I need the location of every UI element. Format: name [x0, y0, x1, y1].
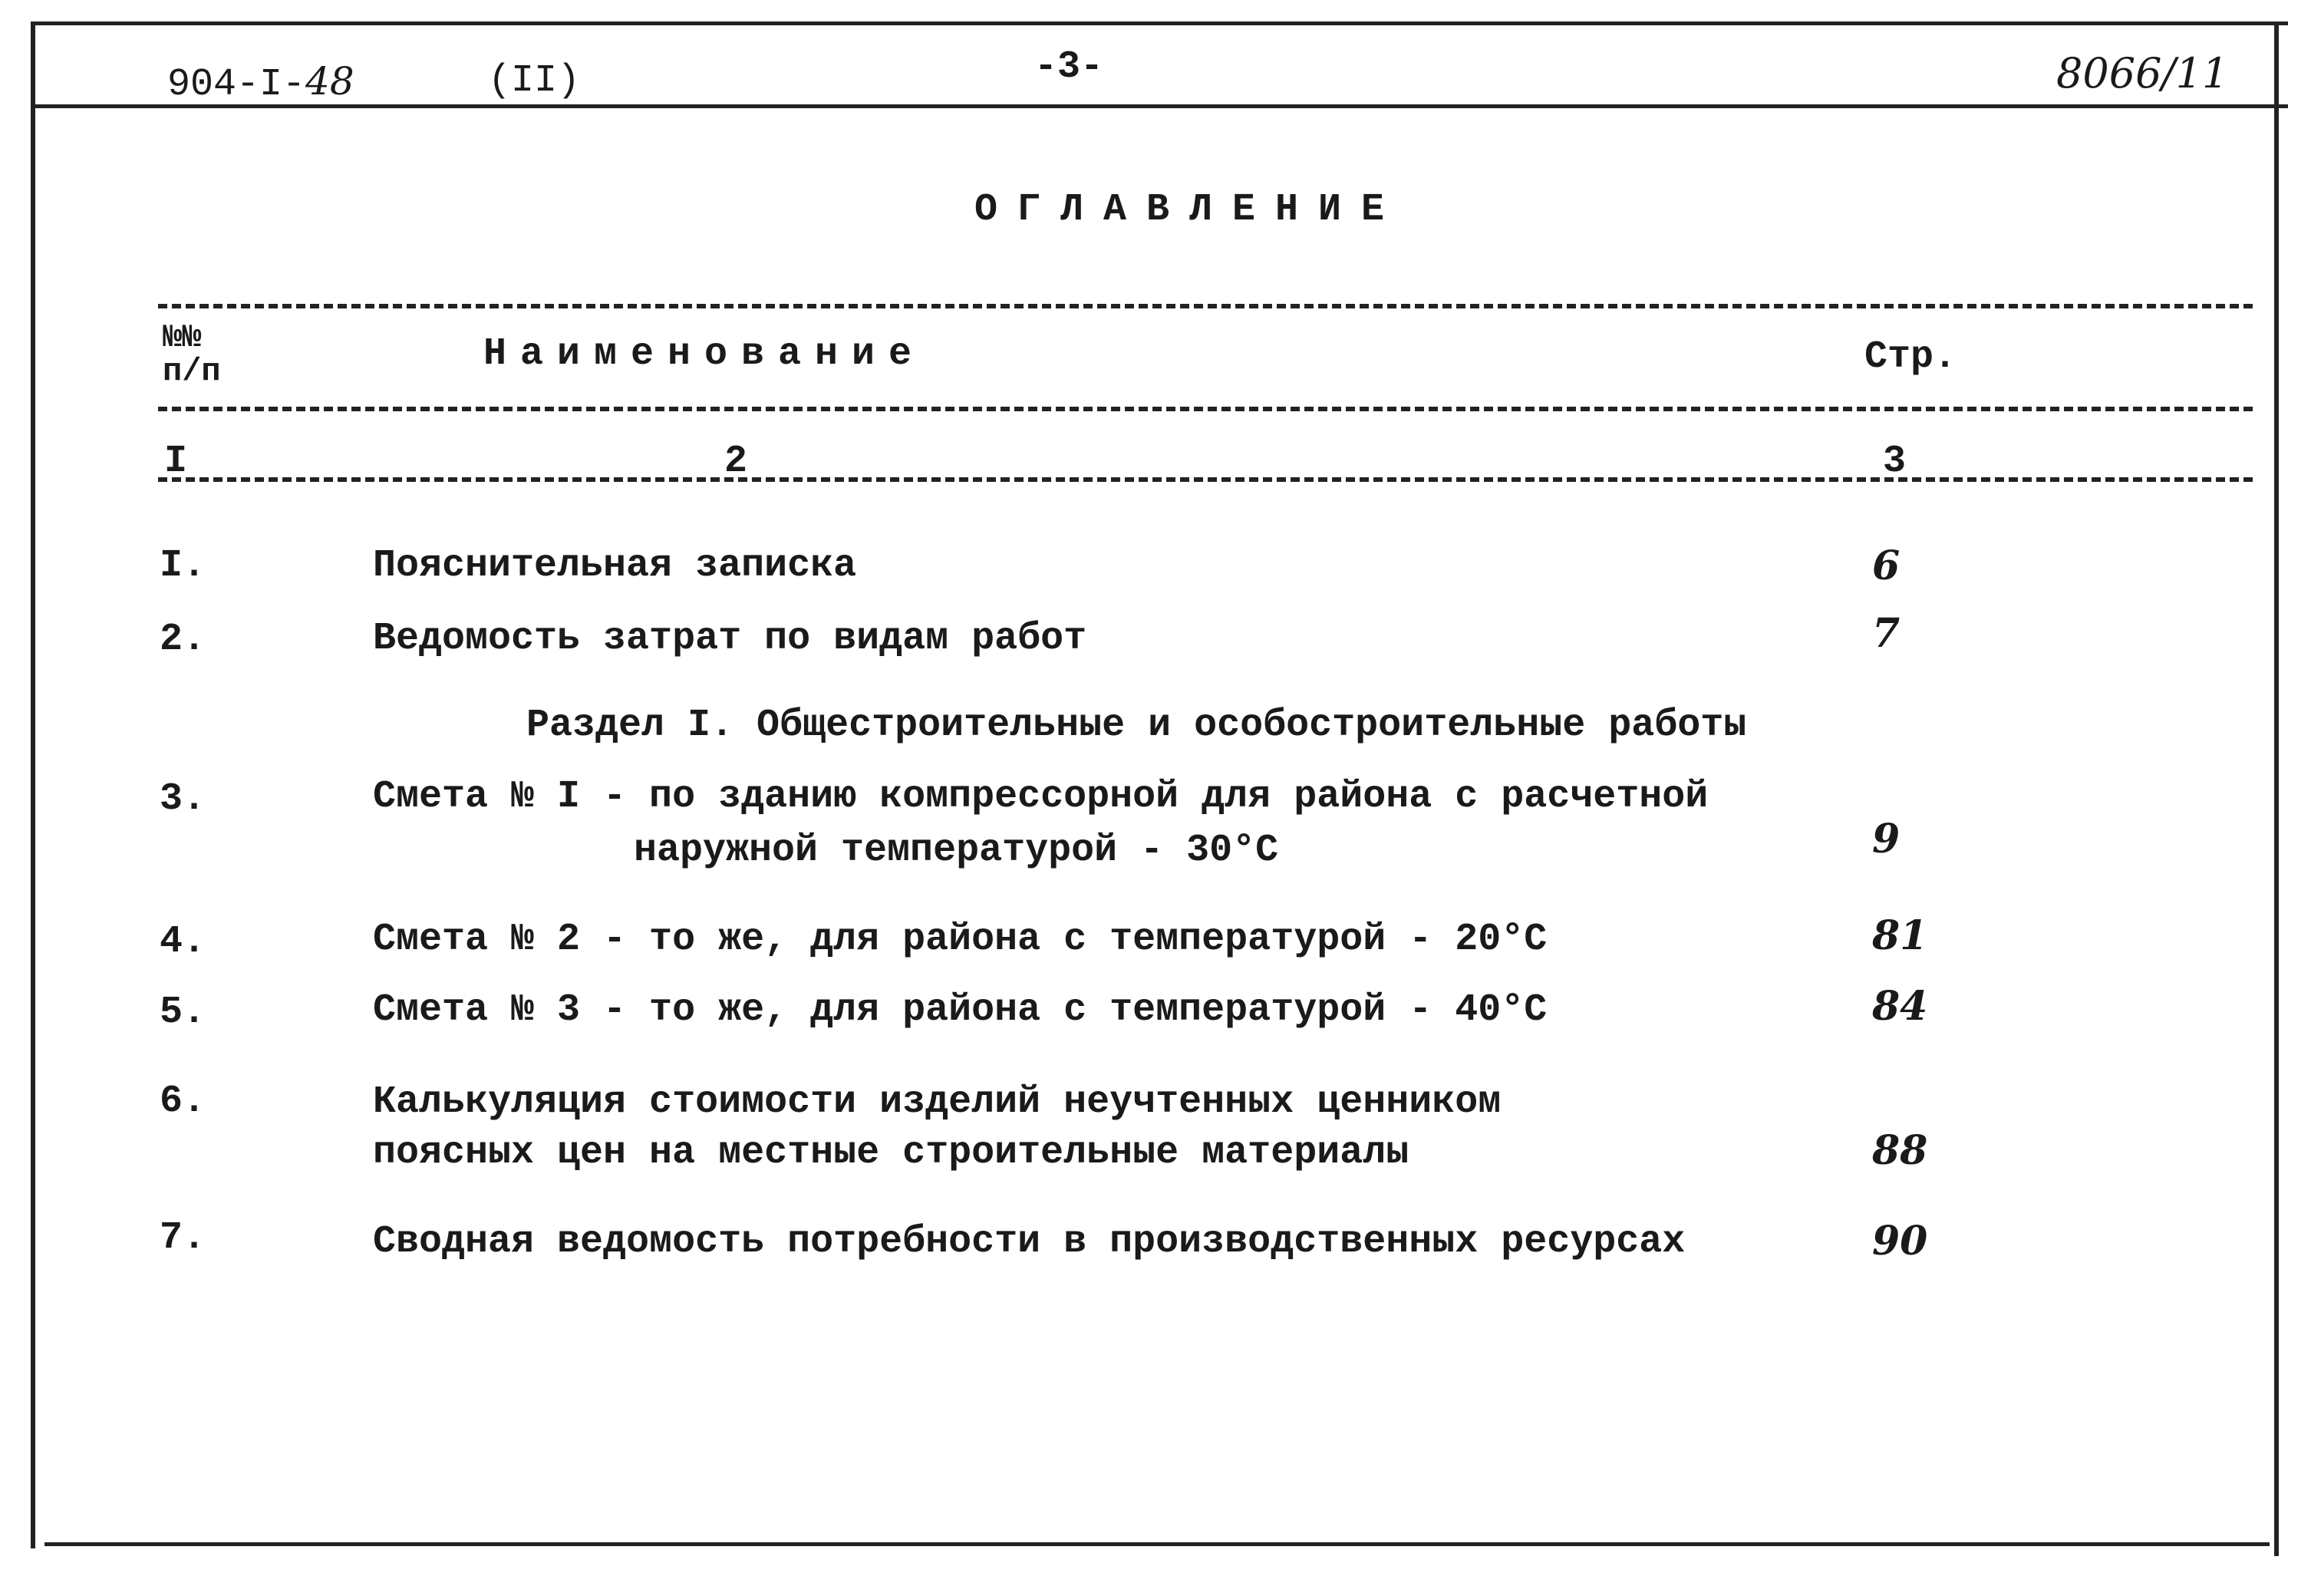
- header-divider: [35, 104, 2288, 108]
- frame-bottom-border: [45, 1542, 2270, 1546]
- column-header-number: [163, 321, 221, 388]
- table-top-rule: [158, 304, 2253, 308]
- row-page: 88: [1872, 1127, 1928, 1174]
- row-title: Сводная ведомость потребности в производственных ресурсах: [373, 1220, 1686, 1264]
- column-header-number-line1: №№: [163, 319, 202, 356]
- row-title-line2: наружной температурой - 30°С: [634, 829, 1279, 872]
- row-title: Калькуляция стоимости изделий неучтенных ценником: [373, 1080, 1502, 1124]
- column-header-name: Наименование: [483, 332, 926, 376]
- column-header-page: Стр.: [1864, 335, 1957, 379]
- frame-top-border: [35, 21, 2288, 25]
- row-number: 6.: [160, 1080, 206, 1123]
- frame-right-border: [2274, 21, 2279, 1556]
- row-number: 3.: [160, 777, 206, 821]
- page-number: -3-: [1034, 45, 1104, 89]
- row-title: Ведомость затрат по видам работ: [373, 617, 1087, 661]
- document-code-handwritten: 48: [305, 59, 354, 104]
- row-page: 9: [1872, 816, 1901, 862]
- row-number: 5.: [160, 991, 206, 1034]
- row-page: 6: [1872, 542, 1901, 589]
- row-page: 81: [1872, 912, 1928, 959]
- row-title: Пояснительная записка: [373, 544, 857, 588]
- row-number: 7.: [160, 1216, 206, 1260]
- table-columns-rule: [158, 477, 2253, 482]
- row-title: Смета № I - по зданию компрессорной для района с расчетной: [373, 775, 1709, 819]
- row-number: I.: [160, 544, 206, 588]
- row-title: Смета № 3 - то же, для района с температурой - 40°С: [373, 988, 1548, 1032]
- column-header-number-line2: п/п: [163, 353, 221, 390]
- document-code-printed: 904-I-: [167, 63, 306, 107]
- row-title: Смета № 2 - то же, для района с температурой - 20°С: [373, 918, 1548, 961]
- column-number-2: 2: [724, 440, 748, 483]
- volume-number: (II): [488, 59, 581, 103]
- row-title-continuation: [373, 824, 1278, 878]
- row-number: 2.: [160, 618, 206, 661]
- row-title-line2: поясных цен на местные строительные материалы: [373, 1131, 1409, 1175]
- row-number: 4.: [160, 920, 206, 964]
- row-page: 84: [1872, 983, 1928, 1030]
- table-header-rule: [158, 407, 2253, 411]
- column-number-3: 3: [1883, 440, 1907, 483]
- section-heading: Раздел I. Общестроительные и особостроительные работы: [526, 704, 1747, 747]
- page-title: ОГЛАВЛЕНИЕ: [974, 188, 1405, 232]
- document-number: 8066/11: [2056, 49, 2229, 97]
- row-page: 90: [1872, 1218, 1928, 1265]
- frame-left-border: [31, 21, 35, 1548]
- document-code: [167, 58, 354, 108]
- column-number-1: I: [164, 440, 188, 483]
- row-page: 7: [1872, 610, 1901, 657]
